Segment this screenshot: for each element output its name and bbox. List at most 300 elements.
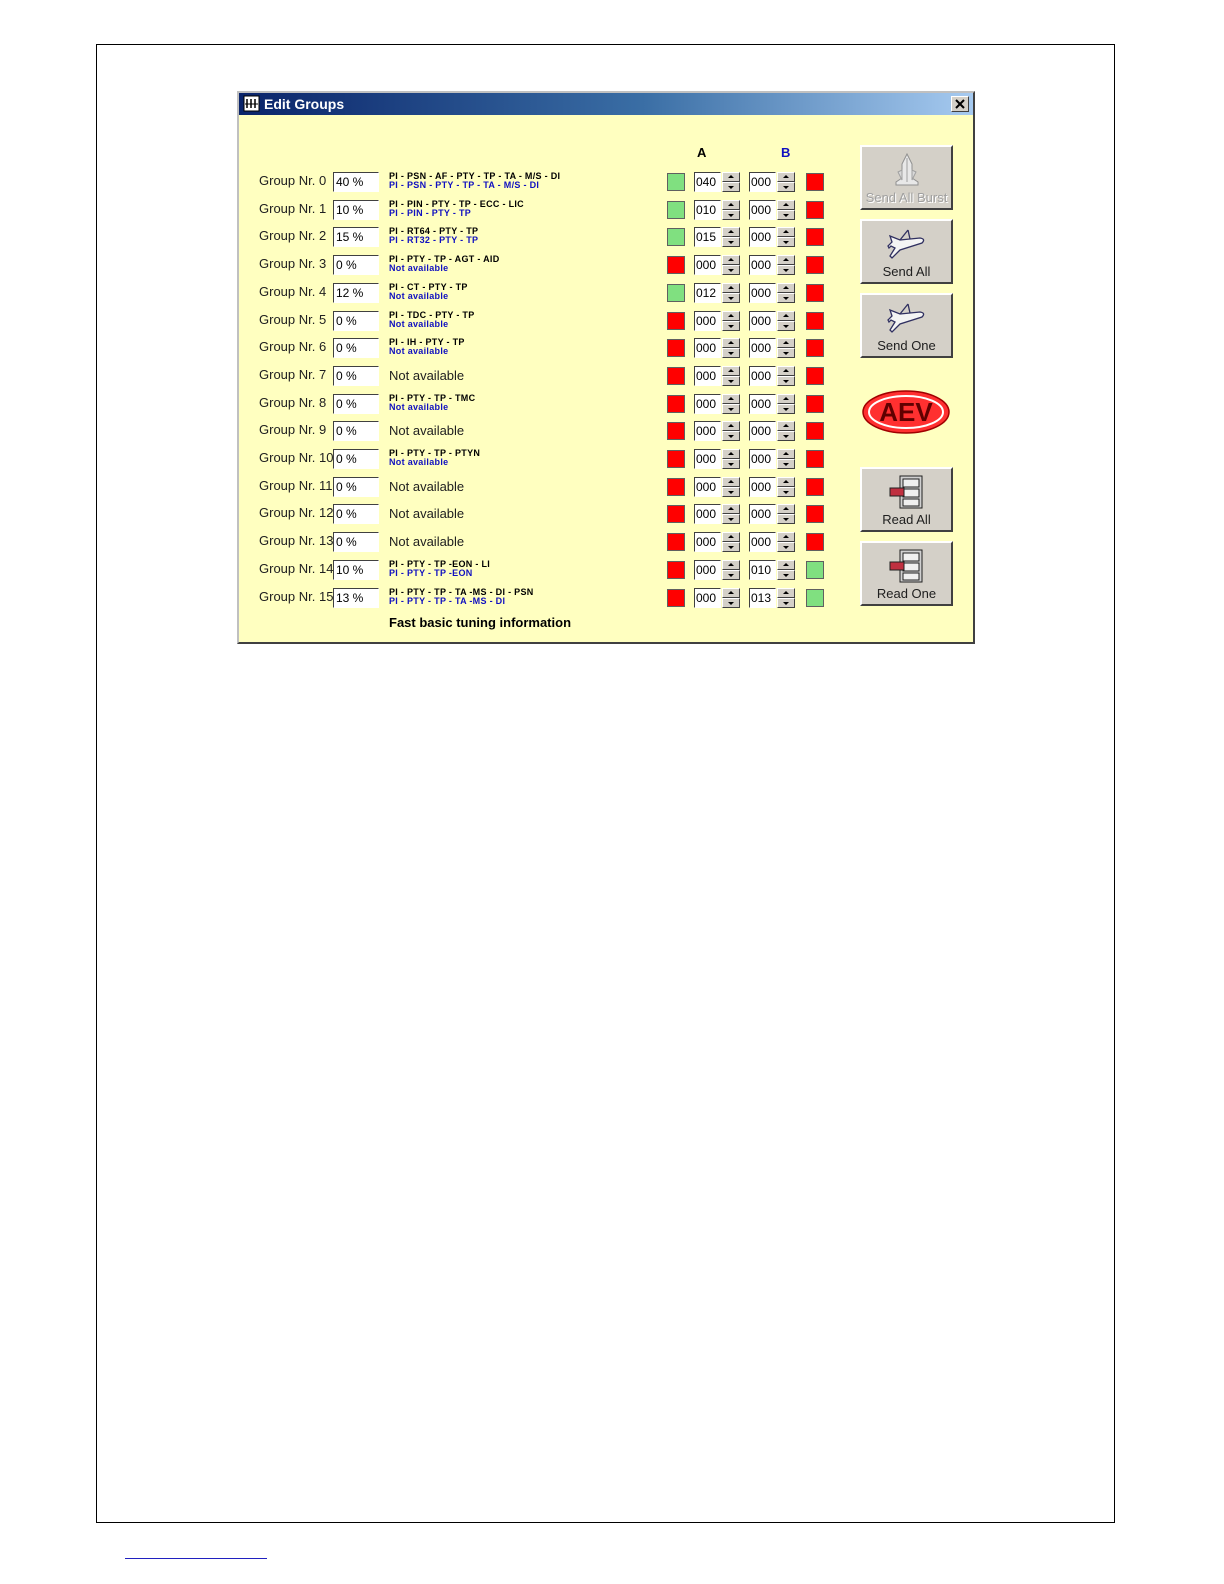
spin-up-button[interactable]: [722, 255, 740, 265]
group-description-line2: PI - RT32 - PTY - TP: [389, 235, 479, 246]
spin-down-button[interactable]: [777, 321, 795, 331]
group-row: [239, 335, 819, 362]
group-label: Group Nr. 8: [259, 394, 327, 410]
group-row: [239, 169, 819, 196]
group-label: Group Nr. 15: [259, 588, 334, 604]
group-description-line2: PI - PIN - PTY - TP: [389, 207, 472, 218]
group-row: [239, 446, 819, 473]
spin-up-button[interactable]: [722, 394, 740, 404]
status-indicator-a: [667, 228, 685, 246]
group-description-line1: PI - CT - PTY - TP: [389, 281, 468, 292]
title-bar: [239, 93, 973, 115]
file-cabinet-icon: [886, 474, 928, 510]
group-description-line1: Not available: [389, 478, 465, 494]
group-label: Group Nr. 2: [259, 228, 327, 244]
spin-up-button[interactable]: [777, 283, 795, 293]
status-indicator-a: [667, 533, 685, 551]
spinner-a-buttons: [722, 588, 740, 608]
spinner-a: [694, 227, 742, 247]
group-label: Group Nr. 4: [259, 283, 327, 299]
airplane-icon: [886, 226, 928, 262]
spin-up-button[interactable]: [777, 477, 795, 487]
group-percent-input[interactable]: [333, 560, 379, 580]
status-indicator-b: [806, 201, 824, 219]
spin-down-button[interactable]: [777, 542, 795, 552]
footer-note: Fast basic tuning information: [389, 615, 572, 630]
status-indicator-b: [806, 450, 824, 468]
spinner-a: [694, 255, 742, 275]
spinner-a-field[interactable]: [694, 283, 721, 303]
status-indicator-b: [806, 339, 824, 357]
spin-down-button[interactable]: [777, 376, 795, 386]
spin-down-button[interactable]: [722, 348, 740, 358]
send-one-button[interactable]: [860, 293, 953, 358]
spinner-b-field[interactable]: [749, 588, 776, 608]
group-row: [239, 529, 819, 556]
spin-down-button[interactable]: [722, 570, 740, 580]
group-description-line1: PI - RT64 - PTY - TP: [389, 226, 479, 237]
aev-logo: [861, 389, 951, 435]
spinner-a: [694, 477, 742, 497]
status-indicator-b: [806, 228, 824, 246]
spin-up-button[interactable]: [722, 421, 740, 431]
group-description: [389, 507, 464, 521]
spin-up-button[interactable]: [777, 311, 795, 321]
group-description: [389, 283, 468, 301]
group-row: [239, 557, 819, 584]
spinner-b-field[interactable]: [749, 477, 776, 497]
spinner-b: [749, 255, 797, 275]
spin-up-button[interactable]: [722, 172, 740, 182]
group-description: [389, 227, 478, 245]
spinner-a-field[interactable]: [694, 588, 721, 608]
spin-down-button[interactable]: [777, 598, 795, 608]
status-indicator-a: [667, 478, 685, 496]
spin-down-button[interactable]: [722, 293, 740, 303]
status-indicator-a: [667, 201, 685, 219]
spinner-b-field[interactable]: [749, 366, 776, 386]
spin-up-button[interactable]: [777, 338, 795, 348]
group-description-line1: PI - TDC - PTY - TP: [389, 309, 475, 320]
spin-down-button[interactable]: [777, 570, 795, 580]
spinner-a-buttons: [722, 560, 740, 580]
spinner-b-buttons: [777, 504, 795, 524]
spinner-a-buttons: [722, 172, 740, 192]
spinner-a-buttons: [722, 532, 740, 552]
group-row: [239, 224, 819, 251]
status-indicator-b: [806, 589, 824, 607]
spin-up-button[interactable]: [722, 200, 740, 210]
spin-down-button[interactable]: [722, 182, 740, 192]
spin-down-button[interactable]: [722, 404, 740, 414]
spin-down-button[interactable]: [777, 210, 795, 220]
group-label: Group Nr. 6: [259, 339, 327, 355]
send-all-button[interactable]: [860, 219, 953, 284]
group-percent-input[interactable]: [333, 532, 379, 552]
read-one-label: Read One: [876, 586, 937, 601]
group-percent-input[interactable]: [333, 200, 379, 220]
spin-down-button[interactable]: [777, 348, 795, 358]
group-row: [239, 501, 819, 528]
status-indicator-a: [667, 284, 685, 302]
group-label: Group Nr. 13: [259, 533, 334, 549]
group-percent-input[interactable]: [333, 394, 379, 414]
spin-down-button[interactable]: [777, 237, 795, 247]
shuttle-icon: [886, 152, 928, 188]
status-indicator-b: [806, 561, 824, 579]
group-description-line1: PI - PTY - TP - PTYN: [389, 448, 481, 458]
column-a-header: A: [697, 145, 707, 160]
spin-down-button[interactable]: [722, 376, 740, 386]
status-indicator-b: [806, 422, 824, 440]
group-row: [239, 585, 819, 612]
send-one-label: Send One: [877, 338, 936, 353]
group-description: [389, 338, 465, 356]
spin-up-button[interactable]: [777, 366, 795, 376]
spinner-b-field[interactable]: [749, 504, 776, 524]
spin-down-button[interactable]: [777, 459, 795, 469]
spin-up-button[interactable]: [722, 449, 740, 459]
spin-up-button[interactable]: [777, 532, 795, 542]
group-description: [389, 535, 464, 549]
group-percent-input[interactable]: [333, 311, 379, 331]
spinner-b-field[interactable]: [749, 394, 776, 414]
column-b-header: B: [781, 145, 791, 160]
group-label: Group Nr. 9: [259, 422, 327, 438]
spin-up-button[interactable]: [777, 449, 795, 459]
group-description: [389, 449, 480, 467]
spinner-b: [749, 394, 797, 414]
spin-down-button[interactable]: [722, 210, 740, 220]
spinner-b-buttons: [777, 200, 795, 220]
spin-down-button[interactable]: [722, 265, 740, 275]
spinner-a-buttons: [722, 504, 740, 524]
group-percent-input[interactable]: [333, 283, 379, 303]
group-label: Group Nr. 1: [259, 200, 327, 216]
spinner-a-buttons: [722, 255, 740, 275]
group-description: [389, 588, 534, 606]
spinner-a: [694, 200, 742, 220]
spin-down-button[interactable]: [722, 598, 740, 608]
spinner-a-buttons: [722, 338, 740, 358]
spin-down-button[interactable]: [777, 265, 795, 275]
spin-up-button[interactable]: [777, 588, 795, 598]
spin-up-button[interactable]: [777, 504, 795, 514]
spinner-b: [749, 227, 797, 247]
group-percent-input[interactable]: [333, 421, 379, 441]
group-description-line2: Not available: [389, 263, 449, 274]
spinner-a-buttons: [722, 227, 740, 247]
spin-up-button[interactable]: [722, 366, 740, 376]
spin-up-button[interactable]: [722, 588, 740, 598]
spinner-a-field[interactable]: [694, 200, 721, 220]
read-all-label: Read All: [882, 512, 931, 527]
group-percent-input[interactable]: [333, 172, 379, 192]
group-description: [389, 424, 464, 438]
spinner-b: [749, 366, 797, 386]
status-indicator-a: [667, 395, 685, 413]
file-cabinet-icon: [886, 548, 928, 584]
group-description-line2: PI - PSN - PTY - TP - TA - M/S - DI: [389, 180, 540, 190]
spin-down-button[interactable]: [777, 431, 795, 441]
status-indicator-b: [806, 173, 824, 191]
spinner-b: [749, 449, 797, 469]
spin-down-button[interactable]: [722, 542, 740, 552]
group-description: [389, 394, 475, 412]
status-indicator-a: [667, 561, 685, 579]
group-description-line1: PI - PTY - TP - AGT - AID: [389, 254, 500, 265]
spin-up-button[interactable]: [722, 532, 740, 542]
spin-up-button[interactable]: [722, 227, 740, 237]
group-percent-input[interactable]: [333, 227, 379, 247]
spinner-a: [694, 560, 742, 580]
group-label: Group Nr. 11: [259, 477, 333, 493]
spin-down-button[interactable]: [722, 487, 740, 497]
spinner-b: [749, 532, 797, 552]
status-indicator-b: [806, 478, 824, 496]
group-description: [389, 311, 475, 329]
spinner-a: [694, 394, 742, 414]
spinner-a-field[interactable]: [694, 366, 721, 386]
spinner-b-field[interactable]: [749, 283, 776, 303]
spinner-b: [749, 311, 797, 331]
spinner-b-field[interactable]: [749, 311, 776, 331]
group-label: Group Nr. 3: [259, 256, 327, 272]
spinner-b-field[interactable]: [749, 338, 776, 358]
spinner-a: [694, 504, 742, 524]
group-percent-input[interactable]: [333, 504, 379, 524]
spin-up-button[interactable]: [777, 255, 795, 265]
spin-down-button[interactable]: [722, 321, 740, 331]
status-indicator-a: [667, 256, 685, 274]
logo-text: AEV: [879, 397, 933, 427]
spinner-b-field[interactable]: [749, 255, 776, 275]
spinner-b-buttons: [777, 172, 795, 192]
group-percent-input[interactable]: [333, 477, 379, 497]
group-description-line2: Not available: [389, 318, 449, 329]
group-description: [389, 369, 464, 383]
edit-groups-window: [237, 91, 975, 644]
read-all-button[interactable]: [860, 467, 953, 532]
spinner-b-buttons: [777, 338, 795, 358]
group-row: [239, 363, 819, 390]
spinner-b-buttons: [777, 394, 795, 414]
spinner-b-field[interactable]: [749, 449, 776, 469]
spinner-b-field[interactable]: [749, 227, 776, 247]
status-indicator-a: [667, 422, 685, 440]
spin-up-button[interactable]: [722, 338, 740, 348]
spinner-b-field[interactable]: [749, 560, 776, 580]
group-description: [389, 255, 500, 273]
group-description-line2: Not available: [389, 290, 449, 301]
spin-down-button[interactable]: [777, 514, 795, 524]
group-row: [239, 308, 819, 335]
group-label: Group Nr. 12: [259, 505, 334, 521]
spinner-b-buttons: [777, 227, 795, 247]
status-indicator-a: [667, 367, 685, 385]
group-description-line1: PI - PSN - AF - PTY - TP - TA - M/S - DI: [389, 171, 561, 181]
group-description-line2: Not available: [389, 457, 449, 467]
group-percent-input[interactable]: [333, 366, 379, 386]
airplane-icon: [886, 300, 928, 336]
spinner-a-field[interactable]: [694, 477, 721, 497]
status-indicator-b: [806, 367, 824, 385]
group-description: [389, 480, 464, 494]
spinner-a-field[interactable]: [694, 394, 721, 414]
group-description-line2: Not available: [389, 346, 449, 357]
spin-down-button[interactable]: [777, 404, 795, 414]
spinner-b-field[interactable]: [749, 172, 776, 192]
spinner-b: [749, 560, 797, 580]
spinner-a: [694, 283, 742, 303]
spin-down-button[interactable]: [777, 487, 795, 497]
spinner-b: [749, 200, 797, 220]
status-indicator-b: [806, 505, 824, 523]
spinner-a-field[interactable]: [694, 338, 721, 358]
spinner-a-field[interactable]: [694, 311, 721, 331]
spinner-a: [694, 366, 742, 386]
group-description-line1: PI - PTY - TP - TMC: [389, 392, 476, 403]
group-description-line1: PI - IH - PTY - TP: [389, 337, 465, 348]
spinner-a-field[interactable]: [694, 227, 721, 247]
group-row: [239, 252, 819, 279]
spinner-a-field[interactable]: [694, 504, 721, 524]
spinner-a-field[interactable]: [694, 172, 721, 192]
spinner-b-field[interactable]: [749, 200, 776, 220]
spinner-b-buttons: [777, 311, 795, 331]
spinner-b-field[interactable]: [749, 421, 776, 441]
group-description: [389, 200, 524, 218]
status-indicator-a: [667, 173, 685, 191]
spinner-b: [749, 172, 797, 192]
spinner-b-buttons: [777, 366, 795, 386]
spin-down-button[interactable]: [722, 237, 740, 247]
spin-down-button[interactable]: [777, 182, 795, 192]
spinner-a-buttons: [722, 477, 740, 497]
group-label: Group Nr. 14: [259, 560, 334, 576]
spinner-b-buttons: [777, 449, 795, 469]
spinner-a-field[interactable]: [694, 532, 721, 552]
spinner-a: [694, 449, 742, 469]
group-description-line1: Not available: [389, 423, 465, 439]
spinner-b: [749, 504, 797, 524]
spin-up-button[interactable]: [777, 200, 795, 210]
spin-up-button[interactable]: [722, 504, 740, 514]
spinner-a-field[interactable]: [694, 421, 721, 441]
spinner-b-buttons: [777, 477, 795, 497]
group-percent-input[interactable]: [333, 338, 379, 358]
status-indicator-b: [806, 395, 824, 413]
spinner-a-field[interactable]: [694, 255, 721, 275]
group-description-line1: PI - PTY - TP - TA -MS - DI - PSN: [389, 586, 534, 597]
spinner-b-buttons: [777, 532, 795, 552]
send-all-label: Send All: [882, 264, 931, 279]
group-description: [389, 560, 490, 578]
edit-groups-icon: [243, 95, 260, 112]
status-indicator-a: [667, 339, 685, 357]
group-description: [389, 172, 560, 190]
group-description-line1: PI - PIN - PTY - TP - ECC - LIC: [389, 198, 524, 209]
spinner-a-field[interactable]: [694, 560, 721, 580]
status-indicator-b: [806, 284, 824, 302]
spin-up-button[interactable]: [777, 394, 795, 404]
spinner-a-field[interactable]: [694, 449, 721, 469]
group-row: [239, 418, 819, 445]
group-row: [239, 280, 819, 307]
group-description-line1: PI - PTY - TP -EON - LI: [389, 558, 491, 569]
group-label: Group Nr. 10: [259, 450, 334, 465]
status-indicator-a: [667, 589, 685, 607]
spin-down-button[interactable]: [722, 459, 740, 469]
group-row: [239, 474, 819, 501]
spinner-b-buttons: [777, 421, 795, 441]
spinner-a: [694, 588, 742, 608]
group-description-line2: PI - PTY - TP - TA -MS - DI: [389, 595, 506, 606]
spinner-a-buttons: [722, 200, 740, 220]
spinner-a: [694, 311, 742, 331]
spinner-b-buttons: [777, 255, 795, 275]
group-percent-input[interactable]: [333, 588, 379, 608]
spinner-b-field[interactable]: [749, 532, 776, 552]
group-description-line1: Not available: [389, 506, 465, 522]
spin-up-button[interactable]: [777, 560, 795, 570]
group-percent-input[interactable]: [333, 255, 379, 275]
read-one-button[interactable]: [860, 541, 953, 606]
status-indicator-b: [806, 312, 824, 330]
spin-up-button[interactable]: [722, 311, 740, 321]
spinner-b: [749, 283, 797, 303]
status-indicator-a: [667, 312, 685, 330]
spinner-b: [749, 588, 797, 608]
group-percent-input[interactable]: [333, 449, 379, 469]
spinner-a: [694, 172, 742, 192]
group-row: [239, 391, 819, 418]
spin-up-button[interactable]: [777, 421, 795, 431]
group-description-line2: PI - PTY - TP -EON: [389, 567, 473, 578]
spin-up-button[interactable]: [777, 227, 795, 237]
spin-down-button[interactable]: [777, 293, 795, 303]
spin-down-button[interactable]: [722, 431, 740, 441]
spinner-b-buttons: [777, 588, 795, 608]
spin-down-button[interactable]: [722, 514, 740, 524]
spinner-a-buttons: [722, 421, 740, 441]
spinner-b: [749, 477, 797, 497]
spinner-b: [749, 421, 797, 441]
group-row: [239, 197, 819, 224]
group-label: Group Nr. 5: [259, 311, 327, 327]
status-indicator-b: [806, 533, 824, 551]
status-indicator-a: [667, 450, 685, 468]
group-label: Group Nr. 7: [259, 366, 327, 382]
group-description-line1: Not available: [389, 534, 465, 550]
send-all-burst-button[interactable]: [860, 145, 953, 210]
spinner-a: [694, 532, 742, 552]
send-all-burst-label: Send All Burst: [865, 190, 948, 205]
spin-up-button[interactable]: [777, 172, 795, 182]
close-button[interactable]: [951, 96, 969, 112]
group-label: Group Nr. 0: [259, 173, 327, 188]
spinner-a-buttons: [722, 366, 740, 386]
spin-up-button[interactable]: [722, 560, 740, 570]
spinner-b: [749, 338, 797, 358]
status-indicator-a: [667, 505, 685, 523]
spin-up-button[interactable]: [722, 477, 740, 487]
group-description-line1: Not available: [389, 367, 465, 383]
spin-up-button[interactable]: [722, 283, 740, 293]
close-icon: [952, 97, 968, 111]
spinner-b-buttons: [777, 283, 795, 303]
spinner-b-buttons: [777, 560, 795, 580]
